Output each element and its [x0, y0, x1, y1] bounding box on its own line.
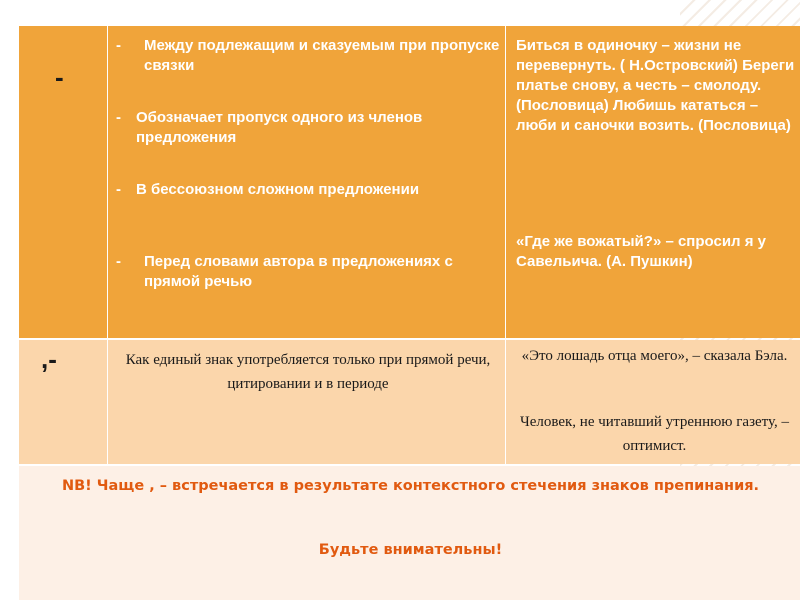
rule-item [116, 108, 501, 148]
examples-cell [505, 26, 800, 338]
bullet-dash: - [116, 37, 121, 54]
warning-text: Будьте внимательны! [318, 542, 503, 558]
bullet-dash: - [116, 253, 121, 270]
examples-block: «Где же вожатый?» – спросил я у Савельича. (А. Пушкин) [516, 233, 767, 270]
symbol-cell [19, 26, 107, 338]
rule-text: В бессоюзном сложном предложении [136, 181, 420, 198]
table-row-note [19, 466, 800, 600]
example-text: Человек, не читавший утреннюю газету, – оптимист. [519, 414, 790, 454]
examples-block: Биться в одиночку – жизни не перевернуть. ( Н.Островский) Береги платье снову, а честь – смолоду. (Пословица) Любишь кататься – люби и саночки возить. (Пословица) [516, 37, 795, 134]
bullet-dash: - [116, 109, 121, 126]
punctuation-table [17, 26, 800, 600]
example-text: «Это лошадь отца моего», – сказала Бэла. [521, 348, 788, 364]
dash-symbol: - [55, 62, 64, 92]
rule-item [116, 180, 501, 200]
rules-cell [107, 340, 505, 464]
rule-text: Обозначает пропуск одного из членов предложения [136, 109, 423, 146]
rule-item [116, 252, 501, 292]
symbol-cell [19, 340, 107, 464]
nb-note: NB! Чаще , – встречается в результате контекстного стечения знаков препинания. [61, 478, 760, 494]
rule-text: Как единый знак употребляется только при прямой речи, цитировании и в периоде [125, 352, 491, 392]
comma-dash-symbol: ,- [41, 344, 57, 374]
examples-cell [505, 340, 800, 464]
table-row-comma-dash [19, 340, 800, 464]
bullet-dash: - [116, 181, 121, 198]
rule-item [116, 36, 501, 76]
rule-text: Перед словами автора в предложениях с прямой речью [144, 253, 453, 290]
table-row-dash [19, 26, 800, 338]
rules-cell [107, 26, 505, 338]
rule-text: Между подлежащим и сказуемым при пропуске связки [144, 37, 500, 74]
